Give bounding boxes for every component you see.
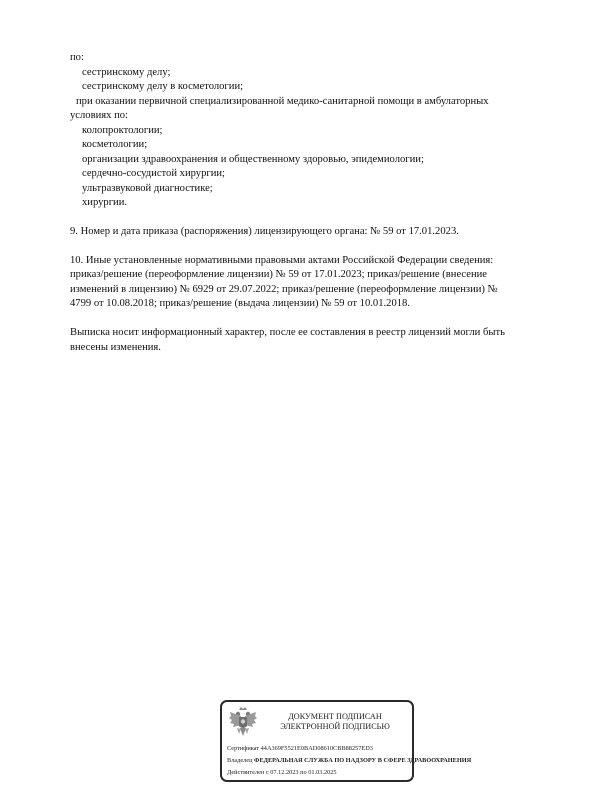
text-line-healthcare-organization: организации здравоохранения и общественному здоровью, эпидемиологии; [82,154,424,165]
text-line-other-info-1: приказ/решение (переоформление лицензии) № 59 от 17.01.2023; приказ/решение (внесение [70,269,488,280]
russian-coat-of-arms-icon [228,706,258,740]
stamp-owner-label: Владелец [227,757,253,764]
stamp-owner [227,757,471,765]
text-line-other-info-2: изменений в лицензию) № 6929 от 29.07.2022; приказ/решение (переоформление лицензии) № [70,284,498,295]
stamp-owner-value: ФЕДЕРАЛЬНАЯ СЛУЖБА ПО НАДЗОРУ В СФЕРЕ ЗДРАВООХРАНЕНИЯ [254,757,472,764]
text-line-cardiovascular-surgery: сердечно-сосудистой хирургии; [82,168,226,179]
stamp-certificate [227,745,373,753]
text-line-other-info-3: 4799 от 10.08.2018; приказ/решение (выдача лицензии) № 59 от 10.01.2018. [70,298,410,309]
text-line-surgery: хирургии. [82,197,128,208]
text-line-conditions: условиях по: [70,110,128,121]
electronic-signature-stamp [220,700,472,782]
text-line-coloproctology: колопроктологии; [82,125,163,136]
text-line-primary-care: при оказании первичной специализированной медико-санитарной помощи в амбулаторных [76,96,489,107]
text-line-order-number: 9. Номер и дата приказа (распоряжения) лицензирующего органа: № 59 от 17.01.2023. [70,226,459,237]
text-line-cosmetology: косметологии; [82,139,148,150]
stamp-title-line-1: ДОКУМЕНТ ПОДПИСАН [288,712,382,721]
text-line-activity-header: по: [70,52,84,63]
text-line-other-info-header: 10. Иные установленные нормативными правовыми актами Российской Федерации сведения: [70,255,494,266]
stamp-certificate-label: Сертификат [227,745,260,752]
text-line-disclaimer-2: внесены изменения. [70,342,161,353]
stamp-validity: Действителен с 07.12.2023 по 01.03.2025 [227,769,337,776]
text-line-nursing-cosmetology: сестринскому делу в косметологии; [82,81,244,92]
text-line-nursing: сестринскому делу; [82,67,171,78]
stamp-title-line-2: ЭЛЕКТРОННОЙ ПОДПИСЬЮ [280,722,390,731]
text-line-disclaimer-1: Выписка носит информационный характер, после ее составления в реестр лицензий могли быть [70,327,505,338]
text-line-ultrasound: ультразвуковой диагностике; [82,183,213,194]
stamp-certificate-value: 44A369F5521E0BAD08610CBB88257ED3 [260,745,373,752]
